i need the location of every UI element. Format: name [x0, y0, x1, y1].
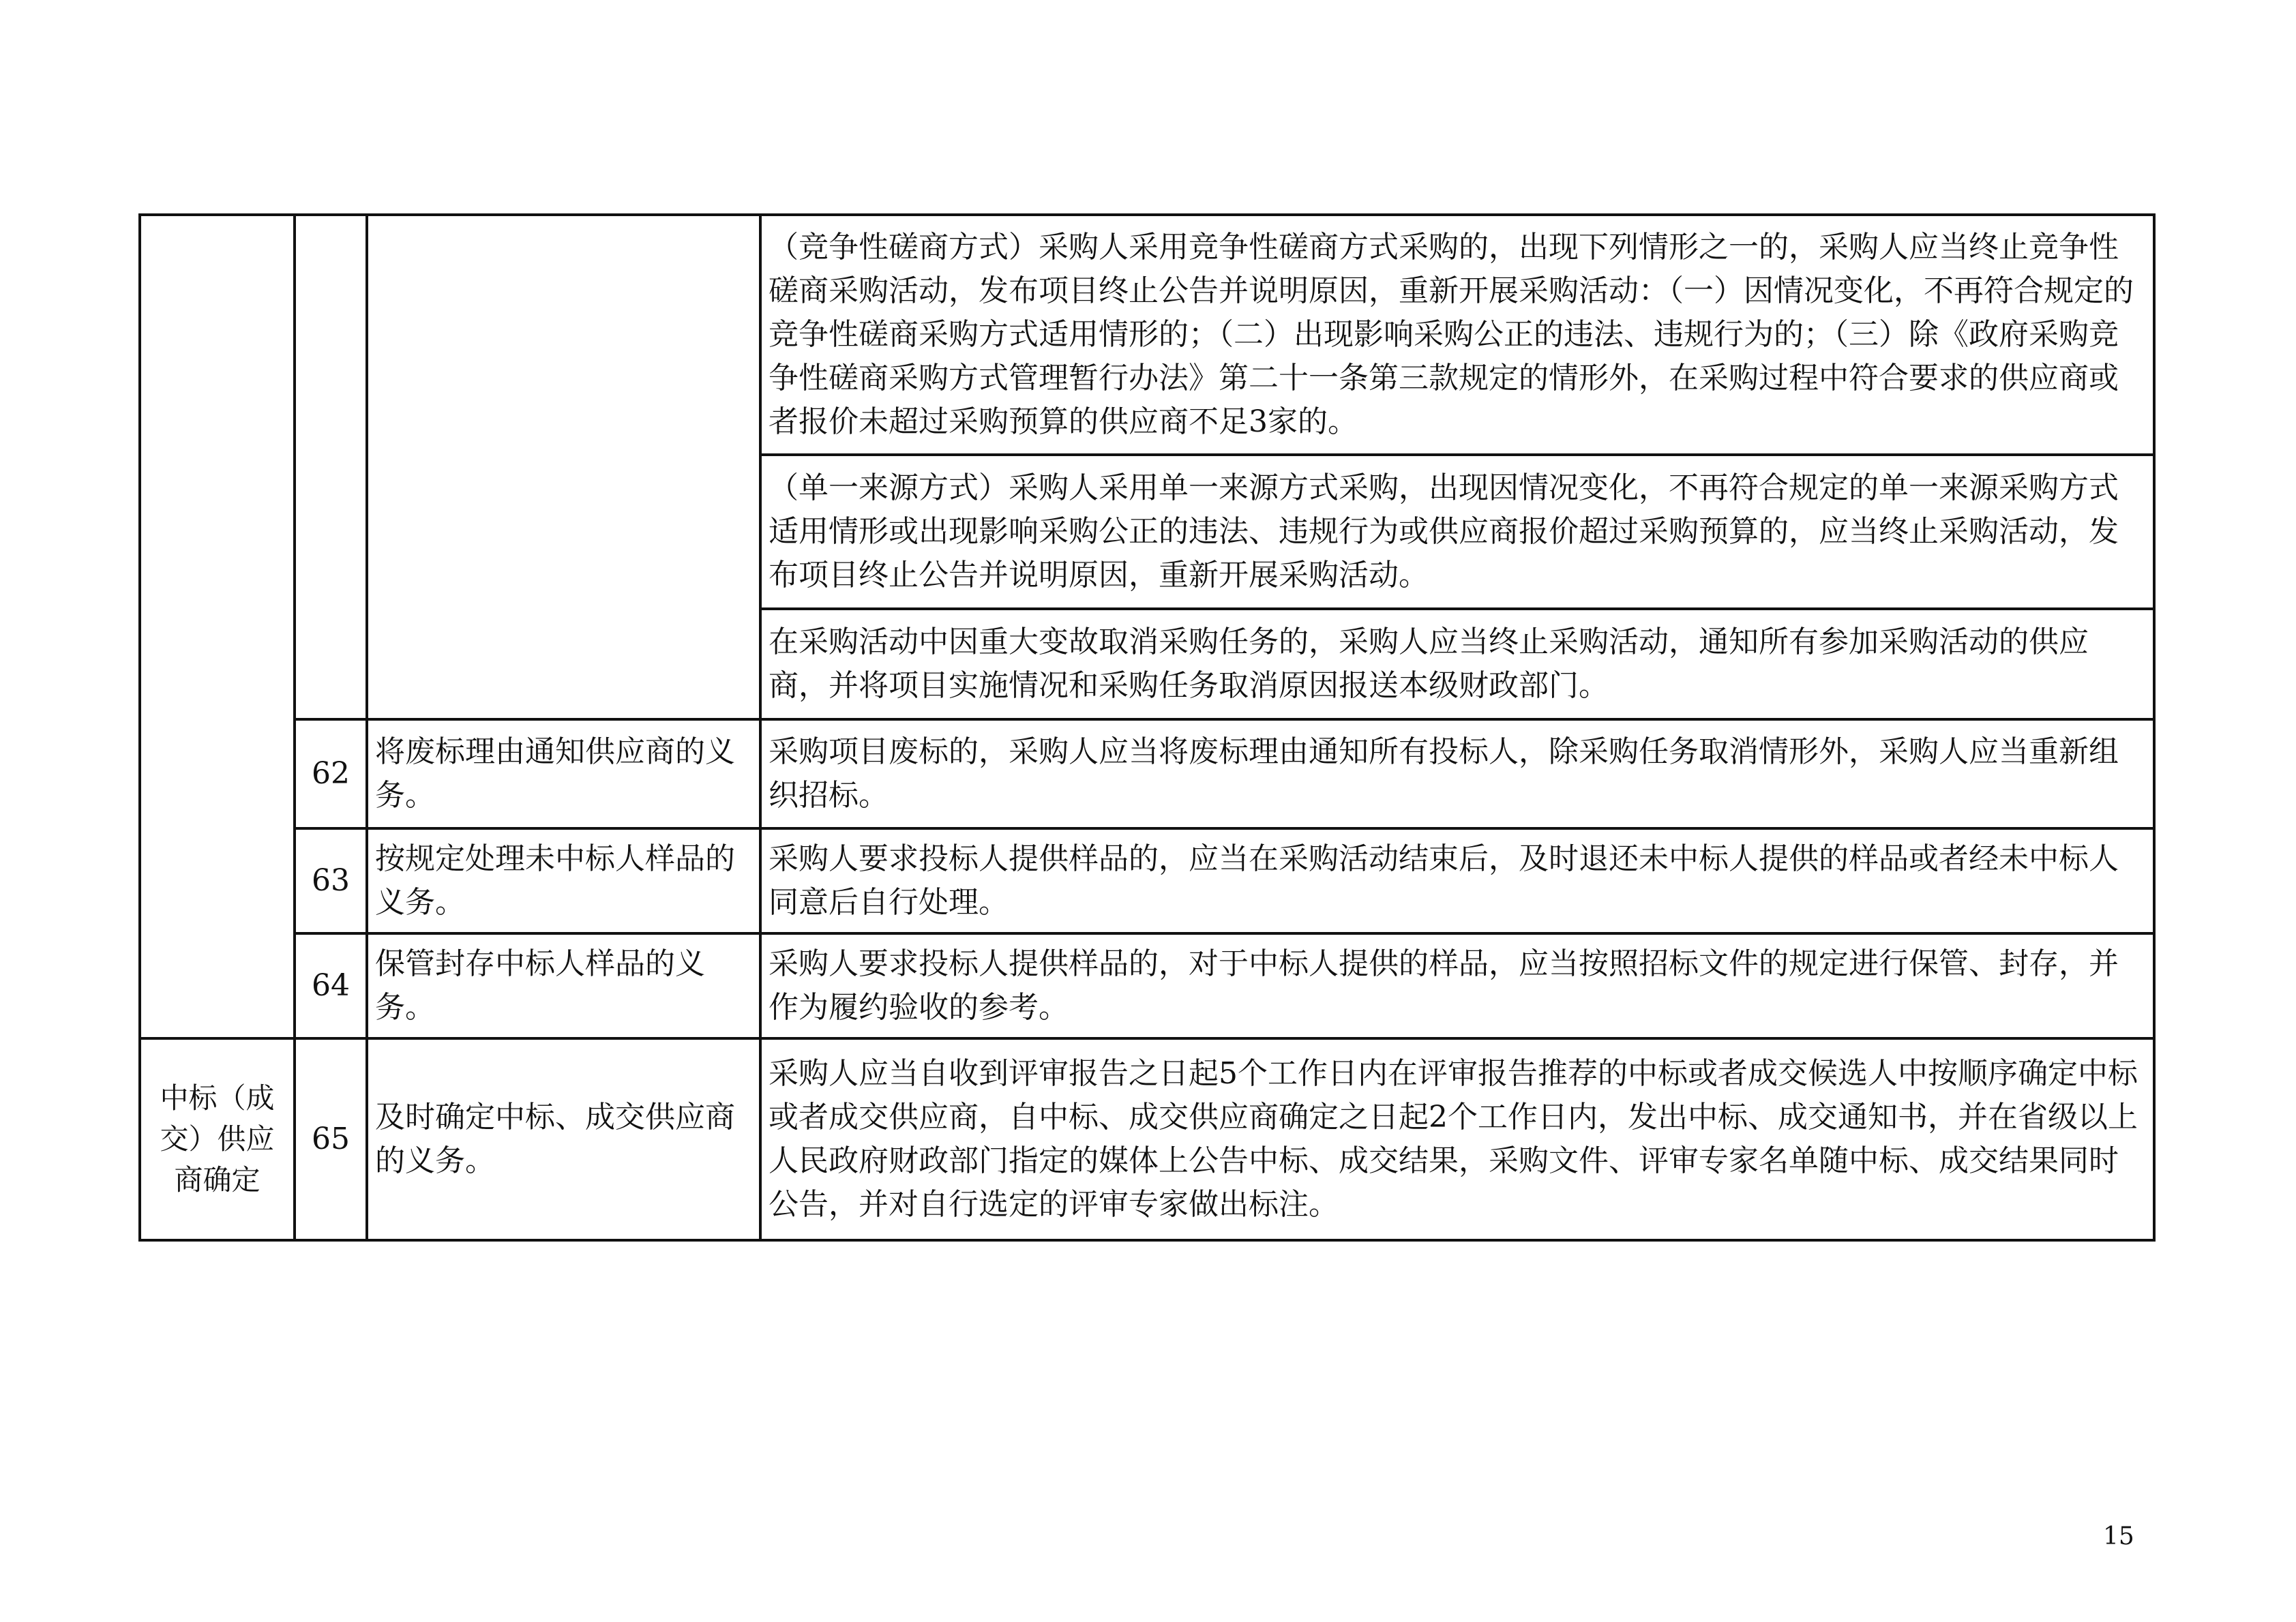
item-number: 62 [295, 719, 367, 828]
category-cell-empty [140, 215, 295, 1038]
category-cell: 中标（成交）供应商确定 [140, 1038, 295, 1240]
content-cell: 在采购活动中因重大变故取消采购任务的，采购人应当终止采购活动，通知所有参加采购活动的供应商，并将项目实施情况和采购任务取消原因报送本级财政部门。 [760, 609, 2154, 719]
table-row [140, 1038, 2154, 1240]
content-cell: （单一来源方式）采购人采用单一来源方式采购，出现因情况变化，不再符合规定的单一来源采购方式适用情形或出现影响采购公正的违法、违规行为或供应商报价超过采购预算的，应当终止采购活动，发布项目终止公告并说明原因，重新开展采购活动。 [760, 455, 2154, 609]
table-row [140, 828, 2154, 933]
table-row [140, 933, 2154, 1038]
obligation-cell: 将废标理由通知供应商的义务。 [367, 719, 760, 828]
obligation-cell: 保管封存中标人样品的义务。 [367, 933, 760, 1038]
item-number: 63 [295, 828, 367, 933]
obligation-cell: 按规定处理未中标人样品的义务。 [367, 828, 760, 933]
obligation-cell: 及时确定中标、成交供应商的义务。 [367, 1038, 760, 1240]
obligation-cell-empty [367, 215, 760, 719]
table-row [140, 719, 2154, 828]
page-number: 15 [2103, 1522, 2134, 1550]
item-number: 65 [295, 1038, 367, 1240]
obligations-table [138, 213, 2156, 1242]
content-cell: （竞争性磋商方式）采购人采用竞争性磋商方式采购的，出现下列情形之一的，采购人应当终止竞争性磋商采购活动，发布项目终止公告并说明原因，重新开展采购活动：（一）因情况变化，不再符合规定的竞争性磋商采购方式适用情形的；（二）出现影响采购公正的违法、违规行为的；（三）除《政府采购竞争性磋商采购方式管理暂行办法》第二十一条第三款规定的情形外，在采购过程中符合要求的供应商或者报价未超过采购预算的供应商不足3家的。 [760, 215, 2154, 455]
number-cell-empty [295, 215, 367, 719]
item-number: 64 [295, 933, 367, 1038]
table-row [140, 215, 2154, 455]
content-cell: 采购人应当自收到评审报告之日起5个工作日内在评审报告推荐的中标或者成交候选人中按顺序确定中标或者成交供应商，自中标、成交供应商确定之日起2个工作日内，发出中标、成交通知书，并在省级以上人民政府财政部门指定的媒体上公告中标、成交结果，采购文件、评审专家名单随中标、成交结果同时公告，并对自行选定的评审专家做出标注。 [760, 1038, 2154, 1240]
content-cell: 采购人要求投标人提供样品的，应当在采购活动结束后，及时退还未中标人提供的样品或者经未中标人同意后自行处理。 [760, 828, 2154, 933]
content-cell: 采购项目废标的，采购人应当将废标理由通知所有投标人，除采购任务取消情形外，采购人应当重新组织招标。 [760, 719, 2154, 828]
content-cell: 采购人要求投标人提供样品的，对于中标人提供的样品，应当按照招标文件的规定进行保管、封存，并作为履约验收的参考。 [760, 933, 2154, 1038]
